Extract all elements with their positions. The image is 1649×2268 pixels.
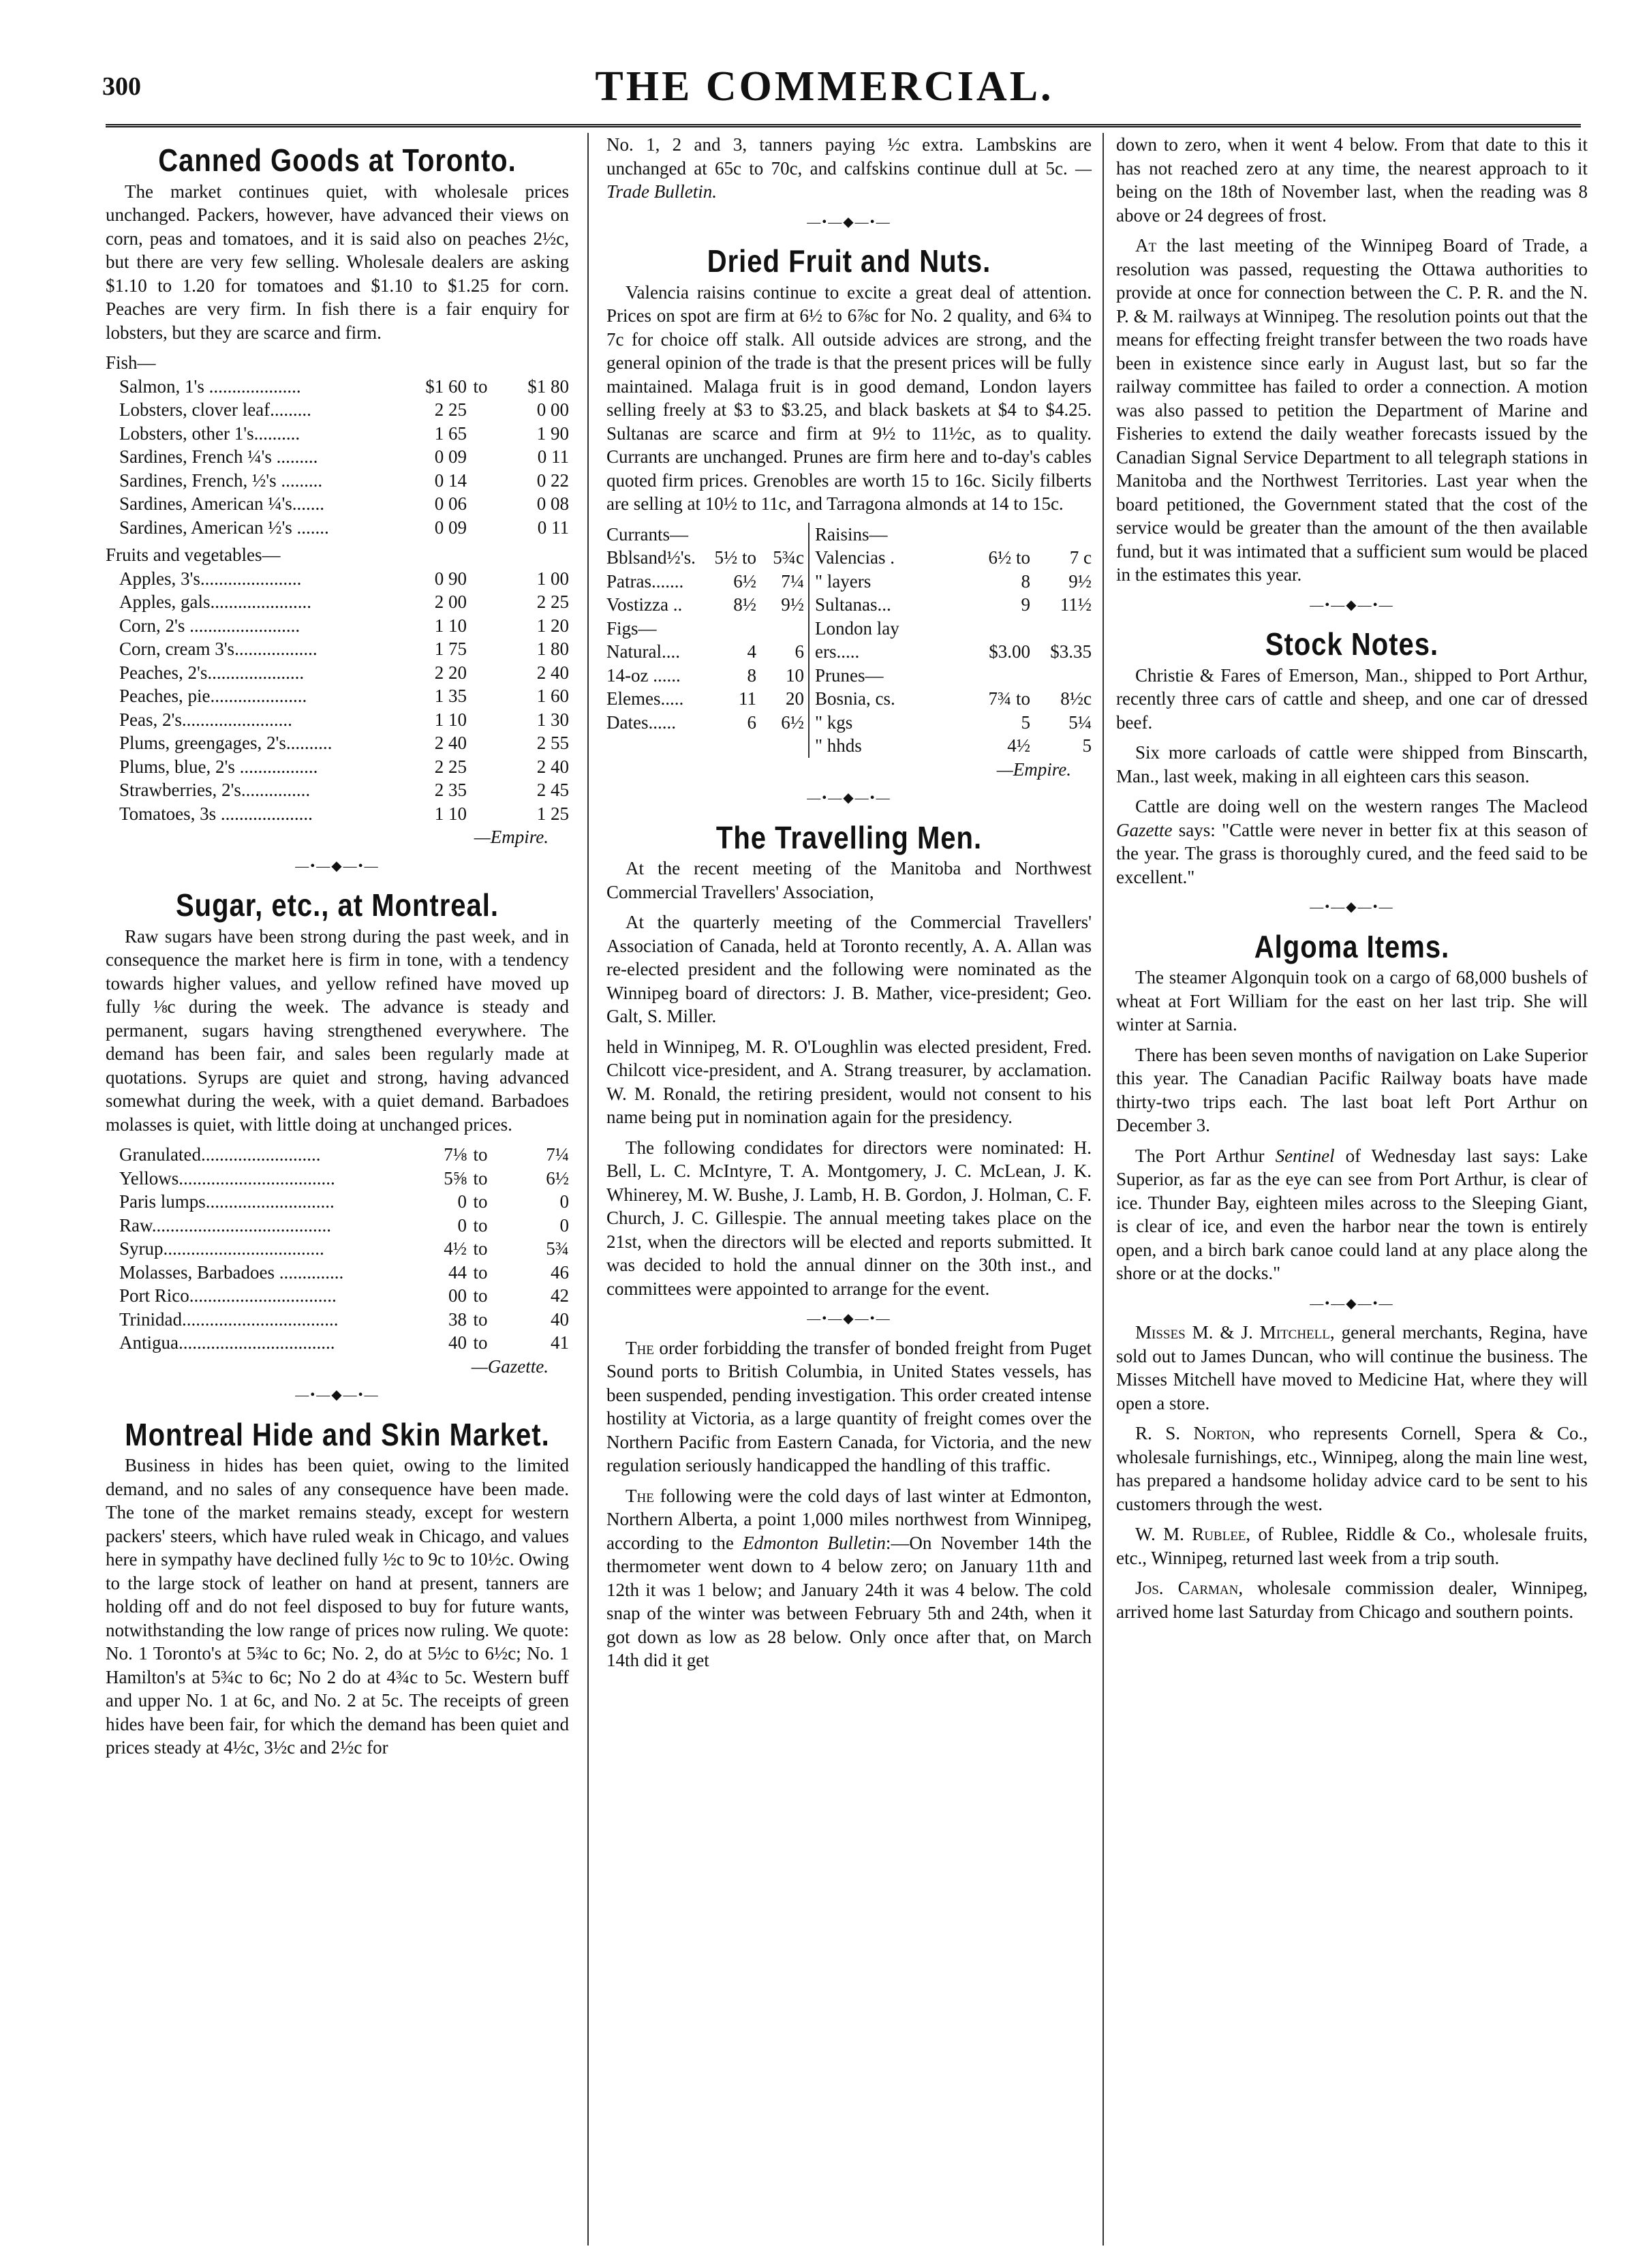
algoma-p1: The steamer Algonquin took on a cargo of 68,000 bushels of wheat at Fort William for the east on her last trip. She will winter at Sarnia. <box>1116 967 1588 1035</box>
fish-label: Fish— <box>106 352 156 373</box>
price-high: 8½c <box>1060 688 1092 709</box>
item-name: 14-oz ...... <box>606 664 681 686</box>
price-low: 0 06 <box>434 493 467 514</box>
table-row <box>106 778 569 802</box>
page-header <box>0 0 1649 129</box>
dried-credit: —Empire. <box>996 758 1071 780</box>
price-high: 5 <box>1082 735 1092 756</box>
price-low: 2 35 <box>434 780 467 800</box>
price-high: 9½ <box>781 594 804 615</box>
item-name: Antigua.................................. <box>119 1332 335 1353</box>
price-high <box>756 523 804 547</box>
price-low: 1 65 <box>434 423 467 444</box>
item-name: Peaches, 2's..................... <box>119 662 305 683</box>
price-high: 41 <box>551 1332 569 1353</box>
table-row <box>106 708 569 732</box>
price-to: to <box>473 1238 488 1259</box>
item-name: Yellows.................................. <box>119 1167 335 1189</box>
price-to: to <box>473 1261 488 1283</box>
ornament-divider: —•—◆—•— <box>807 1311 891 1326</box>
item-name: Figs— <box>606 617 657 639</box>
price-low: 2 40 <box>434 733 467 753</box>
algoma-p2: There has been seven months of navigation on Lake Superior this year. The Canadian Pacific Railway boats have made thirty-two trips each. The last boat left Port Arthur on December 3. <box>1116 1044 1588 1135</box>
price-low: 9 <box>1021 594 1030 615</box>
list-item <box>815 664 1092 688</box>
item-name: Bosnia, cs. <box>815 688 895 709</box>
price-low: 1 10 <box>434 709 467 730</box>
price-high: 2 40 <box>536 662 569 683</box>
price-to <box>467 802 494 826</box>
price-low: 1 10 <box>434 803 467 824</box>
price-low: 6½ to <box>988 547 1030 568</box>
price-low: 6 <box>747 711 756 733</box>
price-low: $3.00 <box>989 641 1030 662</box>
price-high: 0 <box>559 1191 569 1212</box>
price-to <box>467 731 494 755</box>
price-high: $1 80 <box>527 376 569 397</box>
price-low: $1 60 <box>425 376 467 397</box>
item-name: ers..... <box>815 641 860 662</box>
table-row <box>106 1237 569 1261</box>
table-row <box>106 661 569 685</box>
item-name: Lobsters, clover leaf......... <box>119 399 311 420</box>
table-row <box>106 1190 569 1214</box>
travelling-p1: At the recent meeting of the Manitoba and Northwest Commercial Travellers' Association, <box>606 858 1092 902</box>
personal-name: Jos. Carman, <box>1135 1578 1244 1598</box>
bonded-freight-text: The order forbidding the transfer of bonded freight from Puget Sound ports to British Columbia, in United States vessels, has been suspended, pending investigation. This order created intense hostility at Victoria, as a large quantity of freight comes over the Northern Pacific from Eastern Canada, for Victoria, and the new regulation seriously handicapped the handling of this traffic. <box>606 1337 1092 1475</box>
item-name: Paris lumps............................ <box>119 1191 335 1212</box>
ornament-divider: —•—◆—•— <box>295 1388 380 1403</box>
price-high: 5¼ <box>1068 711 1092 733</box>
table-row <box>106 1331 569 1355</box>
price-high: 10 <box>786 664 804 686</box>
price-low: 4 <box>747 641 756 662</box>
price-low: 2 20 <box>434 662 467 683</box>
list-item <box>606 617 804 641</box>
price-high: 7¼ <box>781 570 804 592</box>
ornament-divider: —•—◆—•— <box>295 858 380 874</box>
table-row <box>106 567 569 591</box>
algoma-p3: The Port Arthur Sentinel of Wednesday last says: Lake Superior, as far as the eye can see from Port Arthur, is clear of ice. Thunder Bay, eighteen miles across to the Sleeping Giant, is clear of ice, and even the harbor near the town is entirely open, and a birch bark canoe could land at any place along the shore or at the docks." <box>1116 1145 1588 1283</box>
hide-text: Business in hides has been quiet, owing to the limited demand, and no sales of any consequence have been made. The tone of the market remains steady, except for western packers' steers, which have ruled weak in Chicago, and values here in sympathy have declined fully ½c to 9c to 10½c. Owing to the large stock of leather on hand at present, tanners are holding off and do not feel disposed to buy for future wants, notwithstanding the low range of prices now ruling. We quote: No. 1 Toronto's at 5¾c to 6c; No. 2, do at 5½c to 6½c; No. 1 Hamilton's at 5¾c to 6c; No 2 do at 4¾c to 5c. Western buff and upper No. 1 at 6c, and No. 2 at 5c. The receipts of green hides have been fair, for which the demand has been quiet and prices steady at 4½c, 3½c and 2½c for <box>106 1455 569 1758</box>
table-row <box>106 375 569 399</box>
item-name: Apples, 3's...................... <box>119 568 302 589</box>
dried-fruit-text: Valencia raisins continue to excite a great deal of attention. Prices on spot are firm at 6½ to 6⅞c for No. 2 quality, and 6¾ to 7c for choice off stalk. All outside advices are strong, and the general opinion of the trade is that the present prices will be fully maintained. Malaga fruit is in good demand, London layers selling freely at $3 to $3.25, and black baskets at $4 to $4.25. Sultanas are scarce and firm at 9½ to 11½c, as to quality. Currants are unchanged. Prunes are firm here and to-day's cables quoted firm prices. Grenobles are worth 15 to 16c. Sicily filberts are selling at 10½ to 11c, and Tarragona almonds at 14 to 15c. <box>606 281 1092 514</box>
price-high: 1 20 <box>536 615 569 636</box>
table-row <box>106 1308 569 1332</box>
item-name: Sardines, American ½'s ....... <box>119 517 329 538</box>
price-to: to <box>473 1332 488 1353</box>
price-low: 8½ <box>733 594 756 615</box>
price-to: to <box>473 376 488 397</box>
item-name: Port Rico................................ <box>119 1285 337 1306</box>
algoma-heading: Algoma Items. <box>1254 930 1450 964</box>
personal-name: W. M. Rublee, <box>1135 1524 1251 1544</box>
table-row <box>106 1284 569 1308</box>
item-name: London lay <box>815 617 899 639</box>
price-to <box>467 590 494 614</box>
price-low: 2 25 <box>434 756 467 777</box>
item-name: Tomatoes, 3s .................... <box>119 803 313 824</box>
list-item <box>815 523 1092 547</box>
table-row <box>106 1261 569 1285</box>
price-high: $3.35 <box>1050 641 1092 662</box>
table-row <box>106 445 569 469</box>
price-to <box>467 492 494 516</box>
price-low: 40 <box>448 1332 467 1353</box>
price-low: 5 <box>1021 711 1030 733</box>
price-low: 5½ to <box>714 547 756 568</box>
item-name: Corn, cream 3's.................. <box>119 639 318 659</box>
price-low: 44 <box>448 1261 467 1283</box>
travelling-heading: The Travelling Men. <box>715 821 983 855</box>
price-high: 1 80 <box>536 639 569 659</box>
table-row <box>106 492 569 516</box>
stock-p2: Six more carloads of cattle were shipped from Binscarth, Man., last week, making in all eighteen cars this season. <box>1116 742 1588 786</box>
column-1 <box>106 133 569 1766</box>
price-low: 1 35 <box>434 686 467 706</box>
item-name: " kgs <box>815 711 853 733</box>
column-divider <box>1103 133 1104 2246</box>
price-to <box>467 778 494 802</box>
price-high: 1 90 <box>536 423 569 444</box>
price-to <box>467 469 494 493</box>
price-high: 5¾ <box>546 1238 569 1259</box>
personal-note <box>1116 1576 1588 1623</box>
stock-p3: Cattle are doing well on the western ranges The Macleod Gazette says: "Cattle were never in better fix at this season of the year. The grass is thoroughly cured, and the feed said to be excellent." <box>1116 796 1588 887</box>
dried-fruit-table <box>606 523 1092 758</box>
price-low: 7¾ to <box>988 688 1030 709</box>
table-row <box>106 802 569 826</box>
price-high: 1 00 <box>536 568 569 589</box>
price-low: 2 00 <box>434 592 467 612</box>
column-divider <box>587 133 589 2246</box>
price-high: 7¼ <box>546 1144 569 1165</box>
price-to <box>467 567 494 591</box>
price-high: 2 45 <box>536 780 569 800</box>
personal-name: Misses M. & J. Mitchell, <box>1135 1322 1335 1343</box>
table-row <box>106 469 569 493</box>
price-low <box>969 523 1030 547</box>
item-name: Strawberries, 2's............... <box>119 780 311 800</box>
item-name: Natural.... <box>606 641 680 662</box>
canned-credit: —Empire. <box>474 827 549 847</box>
table-row <box>106 422 569 446</box>
price-high: 1 30 <box>536 709 569 730</box>
price-high: 2 25 <box>536 592 569 612</box>
price-to: to <box>473 1308 488 1330</box>
item-name: Peaches, pie..................... <box>119 686 307 706</box>
price-low <box>969 617 1030 641</box>
item-name: Dates...... <box>606 711 676 733</box>
personal-note <box>1116 1321 1588 1415</box>
list-item <box>815 687 1092 711</box>
price-high: 5¾c <box>773 547 804 568</box>
price-high <box>756 617 804 641</box>
item-name: Syrup................................... <box>119 1238 324 1259</box>
price-high: 2 55 <box>536 733 569 753</box>
column-2 <box>606 133 1092 1679</box>
header-rule <box>106 124 1581 127</box>
ornament-divider: —•—◆—•— <box>1310 900 1394 915</box>
item-name: Trinidad.................................. <box>119 1308 339 1330</box>
price-high: 42 <box>551 1285 569 1306</box>
price-to: to <box>473 1144 488 1165</box>
list-item <box>815 546 1092 570</box>
item-name: Valencias . <box>815 547 895 568</box>
table-row <box>106 590 569 614</box>
item-name: " layers <box>815 570 872 592</box>
price-to <box>467 398 494 422</box>
price-to <box>467 661 494 685</box>
item-name: Sardines, French ¼'s ......... <box>119 446 318 467</box>
price-low: 8 <box>747 664 756 686</box>
price-to <box>467 708 494 732</box>
price-to <box>467 516 494 540</box>
dried-fruit-left <box>606 523 810 758</box>
list-item <box>815 570 1092 594</box>
price-high: 6½ <box>781 711 804 733</box>
price-high: 0 11 <box>537 517 569 538</box>
item-name: Sardines, French, ½'s ......... <box>119 470 323 491</box>
travelling-p3: held in Winnipeg, M. R. O'Loughlin was elected president, Fred. Chilcott vice-president, and A. Strang treasurer, by acclamation. W. M. Ronald, the retiring president, would not consent to his name being put in nomination again for the presidency. <box>606 1036 1092 1127</box>
price-low: 0 14 <box>434 470 467 491</box>
personal-text: general merchants, Regina, have sold out to James Duncan, who will continue the business. The Misses Mitchell have moved to Medicine Hat, where they will open a store. <box>1116 1322 1588 1413</box>
price-high: 6 <box>795 641 804 662</box>
item-name: Raw....................................... <box>119 1214 331 1236</box>
dried-fruit-right <box>810 523 1092 758</box>
price-low <box>709 617 756 641</box>
price-low: 1 10 <box>434 615 467 636</box>
sugar-text: Raw sugars have been strong during the past week, and in consequence the market here is firm in tone, with a tendency towards higher values, and yellow refined have moved up fully ⅛c during the week. The advance is steady and permanent, sugars having strengthened everywhere. The demand has been fair, and sales been regularly made at quotations. Syrups are quiet and strong, having advanced somewhat during the week, with a quiet demand. Barbadoes molasses is quiet, with little doing at unchanged prices. <box>106 925 569 1135</box>
price-high: 9½ <box>1068 570 1092 592</box>
ornament-divider: —•—◆—•— <box>807 214 891 230</box>
price-to <box>467 684 494 708</box>
price-to: to <box>473 1214 488 1236</box>
dried-fruit-heading: Dried Fruit and Nuts. <box>707 244 991 279</box>
cold-days-text: The following were the cold days of last winter at Edmonton, Northern Alberta, a point 1,000 miles northwest from Winnipeg, according to the Edmonton Bulletin:—On November 14th the thermometer went down to 4 below zero; on January 11th and 12th it was 1 below; and January 24th it was 4 below. The cold snap of the winter was between February 5th and 24th, when it got down as low as 28 below. Only once after that, on March 14th did it get <box>606 1485 1092 1670</box>
table-row <box>106 755 569 779</box>
personal-notes <box>1116 1321 1588 1623</box>
canned-goods-heading: Canned Goods at Toronto. <box>158 143 517 179</box>
item-name: Plums, greengages, 2's.......... <box>119 733 333 753</box>
ornament-divider: —•—◆—•— <box>1310 1296 1394 1311</box>
sugar-credit: —Gazette. <box>471 1355 549 1377</box>
masthead-title: THE COMMERCIAL. <box>595 63 1054 110</box>
price-low: 0 <box>457 1214 467 1236</box>
list-item <box>815 593 1092 617</box>
price-to <box>467 614 494 638</box>
personal-note <box>1116 1522 1588 1569</box>
personal-note <box>1116 1422 1588 1516</box>
price-high: 0 <box>559 1214 569 1236</box>
price-high <box>1030 617 1092 641</box>
canned-goods-text: The market continues quiet, with wholesale prices unchanged. Packers, however, have advanced their views on corn, peas and tomatoes, and it is said also on peaches 2½c, but there are very few selling. Wholesale dealers are asking $1.10 to 1.20 for tomatoes and $1.10 to $1.25 for corn. Peaches are very firm. In fish there is a fair enquiry for lobsters, but they are scarce and firm. <box>106 181 569 343</box>
price-high <box>1030 664 1092 688</box>
price-low: 0 <box>457 1191 467 1212</box>
price-high: 1 25 <box>536 803 569 824</box>
price-high: 6½ <box>546 1167 569 1189</box>
item-name: Apples, gals...................... <box>119 592 311 612</box>
price-to <box>467 637 494 661</box>
table-row <box>106 731 569 755</box>
item-name: Currants— <box>606 523 688 545</box>
stock-p1: Christie & Fares of Emerson, Man., shipped to Port Arthur, recently three cars of cattle and sheep, and one car of dressed beef. <box>1116 664 1588 733</box>
item-name: Raisins— <box>815 523 888 545</box>
price-high: 0 08 <box>536 493 569 514</box>
price-low: 7⅛ <box>444 1144 467 1165</box>
price-high: 0 11 <box>537 446 569 467</box>
list-item <box>815 734 1092 758</box>
price-to <box>467 422 494 446</box>
table-row <box>106 614 569 638</box>
item-name: Sardines, American ¼'s....... <box>119 493 325 514</box>
price-high: 0 22 <box>536 470 569 491</box>
price-low: 5⅝ <box>444 1167 467 1189</box>
stock-notes-heading: Stock Notes. <box>1265 627 1439 662</box>
table-row <box>106 398 569 422</box>
price-high <box>1030 523 1092 547</box>
list-item <box>606 711 804 735</box>
price-high: 46 <box>551 1261 569 1283</box>
sugar-heading: Sugar, etc., at Montreal. <box>175 888 499 923</box>
price-low: 0 90 <box>434 568 467 589</box>
column-3 <box>1116 133 1588 1630</box>
price-to: to <box>473 1191 488 1212</box>
table-row <box>106 1167 569 1191</box>
item-name: Molasses, Barbadoes .............. <box>119 1261 344 1283</box>
page-number: 300 <box>102 72 141 101</box>
item-name: Sultanas... <box>815 594 891 615</box>
price-low: 4½ <box>1007 735 1030 756</box>
table-row <box>106 1214 569 1238</box>
list-item <box>606 546 804 570</box>
item-name: Prunes— <box>815 664 884 686</box>
list-item <box>606 523 804 547</box>
price-low: 0 09 <box>434 446 467 467</box>
table-row <box>106 1143 569 1167</box>
price-low: 38 <box>448 1308 467 1330</box>
list-item <box>606 570 804 594</box>
personal-text: wholesale commission dealer, Winnipeg, arrived home last Saturday from Chicago and southern points. <box>1116 1578 1588 1622</box>
list-item <box>815 711 1092 735</box>
item-name: Elemes..... <box>606 688 684 709</box>
table-row <box>106 684 569 708</box>
item-name: Corn, 2's ........................ <box>119 615 300 636</box>
cold-days-continued: down to zero, when it went 4 below. From that date to this it has not reached zero at any time, the nearest approach to it being on the 18th of November last, when the reading was 8 above or 24 degrees of frost. <box>1116 134 1588 226</box>
list-item <box>815 617 1092 641</box>
price-to <box>467 755 494 779</box>
price-to: to <box>473 1167 488 1189</box>
table-row <box>106 516 569 540</box>
item-name: Peas, 2's........................ <box>119 709 292 730</box>
personal-name: R. S. Norton, <box>1135 1423 1255 1443</box>
personal-text: who represents Cornell, Spera & Co., wholesale furnishings, etc., Winnipeg, along the main line west, has prepared a handsome holiday advice card to be sent to his customers through the west. <box>1116 1423 1588 1514</box>
hide-heading: Montreal Hide and Skin Market. <box>125 1418 550 1452</box>
item-name: Vostizza .. <box>606 594 683 615</box>
price-low: 00 <box>448 1285 467 1306</box>
list-item <box>606 687 804 711</box>
price-low <box>709 523 756 547</box>
item-name: Plums, blue, 2's ................. <box>119 756 318 777</box>
list-item <box>606 640 804 664</box>
price-low: 1 75 <box>434 639 467 659</box>
item-name: Lobsters, other 1's.......... <box>119 423 300 444</box>
board-of-trade-text: At the last meeting of the Winnipeg Board of Trade, a resolution was passed, requesting the Ottawa authorities to provide at once for connection between the C. P. R. and the N. P. & M. railways at Winnipeg. The resolution points out that the means for effecting freight transfer between the two roads have been in existence since early in August last, but so far the railway committee has failed to order a connection. A motion was also passed to petition the Department of Marine and Fisheries to extend the daily weather forecasts issued by the Canadian Signal Service Department to all telegraph stations in Manitoba and the Northwest Territories. Last year when the board petitioned, the Government stated that the cost of the service would be greater than the amount of the then available fund, but it was intimated that a sufficient sum would be placed in the estimates this year. <box>1116 235 1588 585</box>
item-name: Salmon, 1's .................... <box>119 376 301 397</box>
price-low: 4½ <box>444 1238 467 1259</box>
fruit-price-table <box>106 567 569 826</box>
item-name: Granulated.......................... <box>119 1144 321 1165</box>
price-low: 6½ <box>733 570 756 592</box>
price-low: 2 25 <box>434 399 467 420</box>
list-item <box>606 664 804 688</box>
price-high: 1 60 <box>536 686 569 706</box>
item-name: Bblsand½'s. <box>606 547 696 568</box>
fish-price-table <box>106 375 569 540</box>
item-name: Patras....... <box>606 570 684 592</box>
price-to: to <box>473 1285 488 1306</box>
hide-continued: No. 1, 2 and 3, tanners paying ½c extra. Lambskins are unchanged at 65c to 70c, and calfskins continue dull at 5c. —Trade Bulletin. <box>606 134 1092 202</box>
travelling-p4: The following condidates for directors were nominated: H. Bell, L. C. McIntyre, T. A. Montgomery, J. C. McLean, J. K. Whinerey, M. W. Bushe, J. Lamb, H. B. Gordon, J. Holman, C. F. Church, J. C. Gillespie. The annual meeting takes place on the 21st, when the directors will be elected and reports submitted. It was decided to hold the annual dinner on the 30th inst., and committees were appointed to arrange for the event. <box>606 1137 1092 1299</box>
price-low: 11 <box>739 688 756 709</box>
price-low: 8 <box>1021 570 1030 592</box>
price-high: 40 <box>551 1308 569 1330</box>
price-low <box>969 664 1030 688</box>
list-item <box>815 640 1092 664</box>
price-low: 0 09 <box>434 517 467 538</box>
price-high: 0 00 <box>536 399 569 420</box>
price-high: 2 40 <box>536 756 569 777</box>
ornament-divider: —•—◆—•— <box>807 791 891 806</box>
price-high: 20 <box>786 688 804 709</box>
item-name: " hhds <box>815 735 862 756</box>
price-to <box>467 445 494 469</box>
travelling-p2: At the quarterly meeting of the Commercial Travellers' Association of Canada, held at Toronto recently, A. A. Allan was re-elected president and the following were nominated as the Winnipeg board of directors: J. B. Mather, vice-president; Geo. Galt, S. Miller. <box>606 912 1092 1026</box>
table-row <box>106 637 569 661</box>
price-high: 11½ <box>1060 594 1092 615</box>
personal-text: of Rublee, Riddle & Co., wholesale fruits, etc., Winnipeg, returned last week from a trip south. <box>1116 1524 1588 1568</box>
fruits-label: Fruits and vegetables— <box>106 545 281 565</box>
price-high: 7 c <box>1069 547 1092 568</box>
ornament-divider: —•—◆—•— <box>1310 597 1394 613</box>
list-item <box>606 593 804 617</box>
sugar-price-table <box>106 1143 569 1355</box>
